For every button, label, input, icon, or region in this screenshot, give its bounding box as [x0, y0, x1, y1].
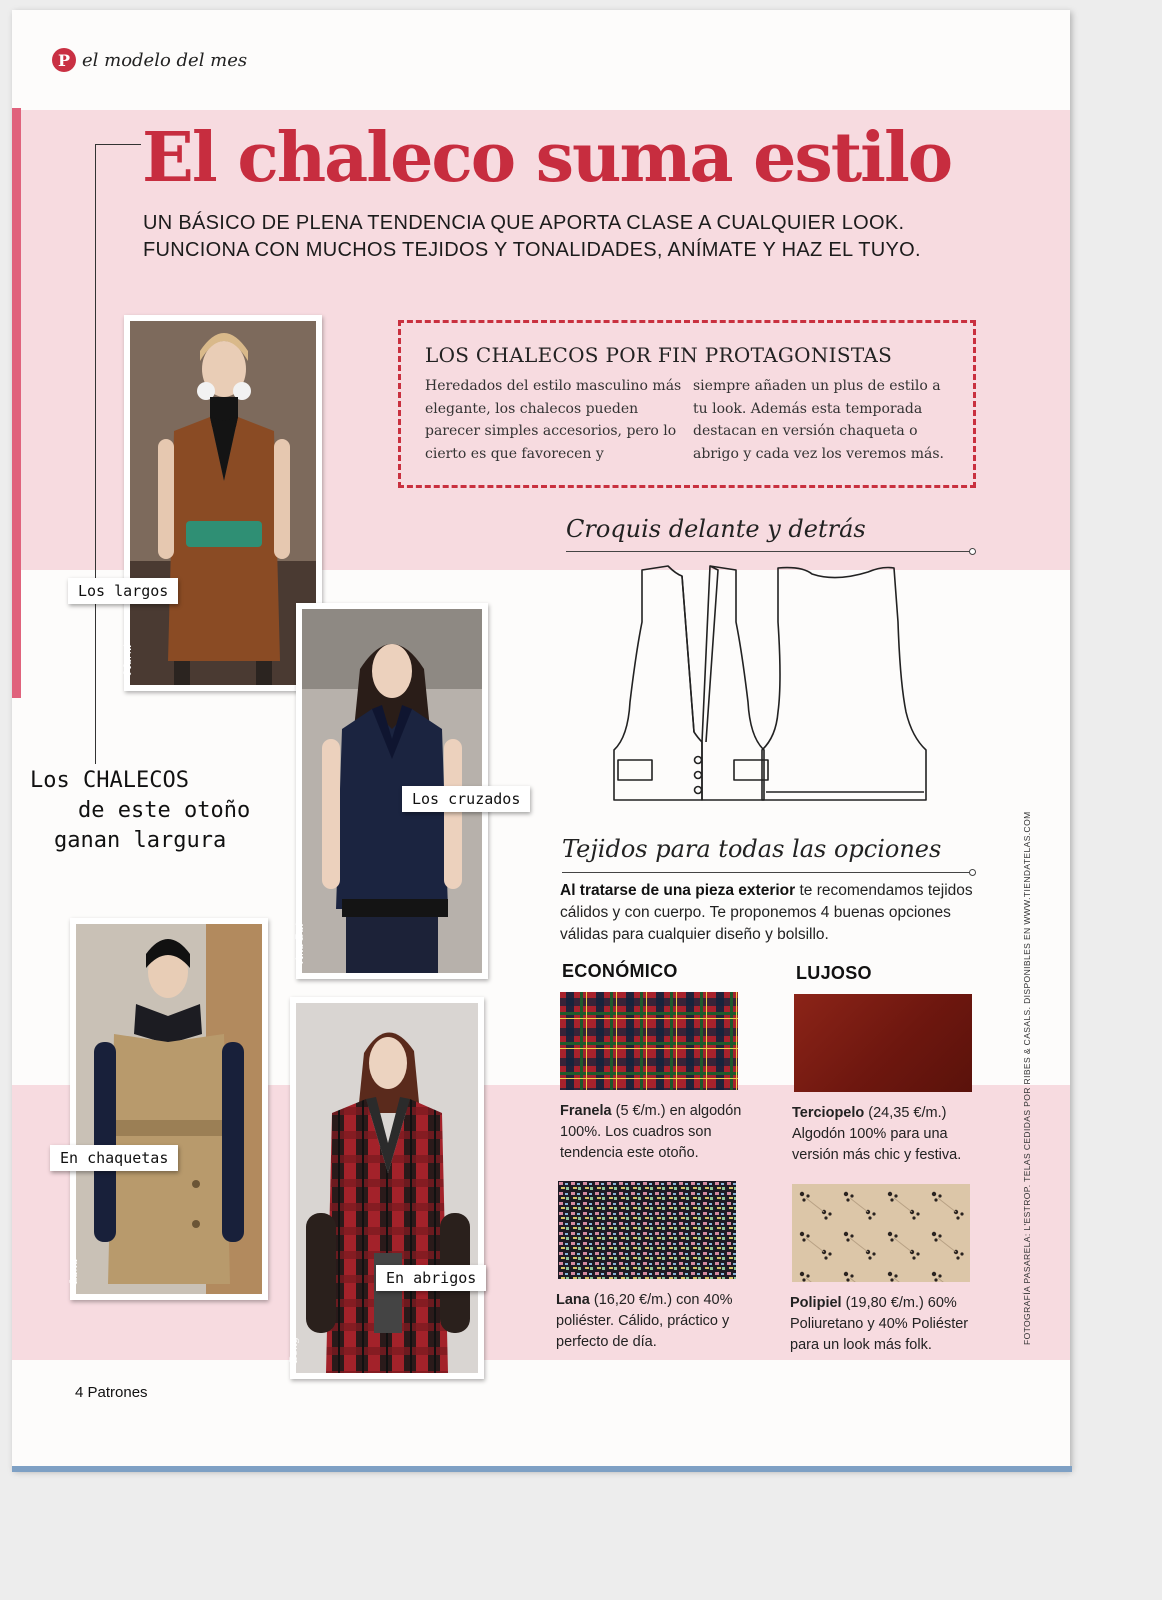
photo-tag-los-largos: Los largos: [68, 578, 178, 604]
info-box-title: LOS CHALECOS POR FIN PROTAGONISTAS: [425, 343, 893, 367]
photo-credit: Marni: [123, 644, 134, 675]
photo-en-abrigos: [290, 997, 484, 1379]
model-brown-vest-image: [130, 321, 316, 685]
magazine-name: Patrones: [87, 1384, 148, 1401]
fabric-description-franela: [560, 1101, 750, 1164]
subtitle-line-1: UN BÁSICO DE PLENA TENDENCIA QUE APORTA CLASE A CUALQUIER LOOK.: [143, 212, 905, 234]
quote-line-2: de este otoño: [78, 798, 251, 823]
photo-credit: Bong: [289, 1336, 300, 1363]
kicker-badge: P: [52, 48, 76, 72]
column-heading-lujoso: LUJOSO: [796, 963, 872, 983]
fabric-description-terciopelo: [792, 1103, 982, 1166]
quote-line-3: ganan largura: [54, 828, 227, 853]
fabric-description-polipiel: [790, 1293, 980, 1356]
info-box-column-2: siempre añaden un plus de estilo a tu look. Además esta temporada destacan en versión chaqueta o abrigo y cada vez los veremos más.: [693, 378, 944, 462]
sketch-heading-rule: [566, 551, 972, 552]
model-plaid-vest-image: [296, 1003, 478, 1373]
column-heading-economico: ECONÓMICO: [562, 961, 678, 981]
photo-tag-los-cruzados: Los cruzados: [402, 786, 530, 812]
fabric-name: Franela: [560, 1103, 612, 1119]
side-photo-credit: FOTOGRAFÍA PASARELA: L'ESTROP. TELAS CEDIDAS POR RIBES & CASALS. DISPONIBLES EN WWW.TIENDATELAS.COM: [1022, 811, 1032, 1345]
photo-en-chaquetas: [70, 918, 268, 1300]
page-title: El chaleco suma estilo: [142, 118, 952, 198]
page-number: 4: [75, 1384, 84, 1401]
fabric-name: Lana: [556, 1292, 590, 1308]
fabrics-intro-rest: te recomendamos tejidos cálidos y con cuerpo. Te proponemos 4 buenas opciones válidas para cualquier diseño y bolsillo.: [560, 882, 973, 943]
subtitle-line-2: FUNCIONA CON MUCHOS TEJIDOS Y TONALIDADES, ANÍMATE Y HAZ EL TUYO.: [143, 239, 921, 261]
fabrics-heading: Tejidos para todas las opciones: [562, 835, 942, 863]
fabric-details: (24,35 €/m.) Algodón 100% para una versión más chic y festiva.: [792, 1105, 962, 1163]
subtitle: [143, 210, 1013, 264]
page-footer: [75, 1384, 148, 1401]
fabric-description-lana: [556, 1290, 746, 1353]
photo-tag-en-abrigos: En abrigos: [376, 1265, 486, 1291]
fabric-details: (5 €/m.) en algodón 100%. Los cuadros son tendencia este otoño.: [560, 1103, 742, 1161]
sketch-heading: Croquis delante y detrás: [566, 515, 866, 543]
photo-credit: Lanu: [69, 1258, 80, 1284]
fabrics-intro: [560, 880, 980, 946]
fabrics-heading-rule: [562, 872, 972, 873]
kicker-label: el modelo del mes: [82, 49, 248, 71]
swatch-polipiel-perforated: [792, 1184, 970, 1282]
page-edge: [12, 1466, 1072, 1472]
left-vertical-rule: [95, 144, 96, 764]
fabrics-intro-lead: Al tratarse de una pieza exterior: [560, 882, 796, 899]
quote-line-1: Los CHALECOS: [30, 768, 189, 793]
fabric-name: Polipiel: [790, 1295, 842, 1311]
swatch-terciopelo-velvet: [794, 994, 972, 1092]
photo-tag-en-chaquetas: En chaquetas: [50, 1145, 178, 1171]
info-box-column-1: Heredados del estilo masculino más elegante, los chalecos pueden parecer simples accesorios, pero lo cierto es que favorecen y: [425, 378, 682, 462]
swatch-lana-tweed: [558, 1181, 736, 1279]
section-kicker: [52, 48, 247, 72]
fabric-details: (19,80 €/m.) 60% Poliuretano y 40% Poliéster para un look más folk.: [790, 1295, 969, 1353]
fabric-details: (16,20 €/m.) con 40% poliéster. Cálido, práctico y perfecto de día.: [556, 1292, 733, 1350]
model-camel-vest-image: [76, 924, 262, 1294]
fabric-name: Terciopelo: [792, 1105, 865, 1121]
photo-los-largos: [124, 315, 322, 691]
left-accent-bar: [12, 108, 21, 698]
handwritten-quote: [30, 766, 310, 856]
info-box: [398, 320, 976, 488]
photo-credit: Ana Bui: [295, 923, 306, 963]
vest-technical-sketch: [606, 562, 978, 807]
swatch-franela-tartan: [560, 992, 738, 1090]
title-rule: [95, 144, 141, 145]
